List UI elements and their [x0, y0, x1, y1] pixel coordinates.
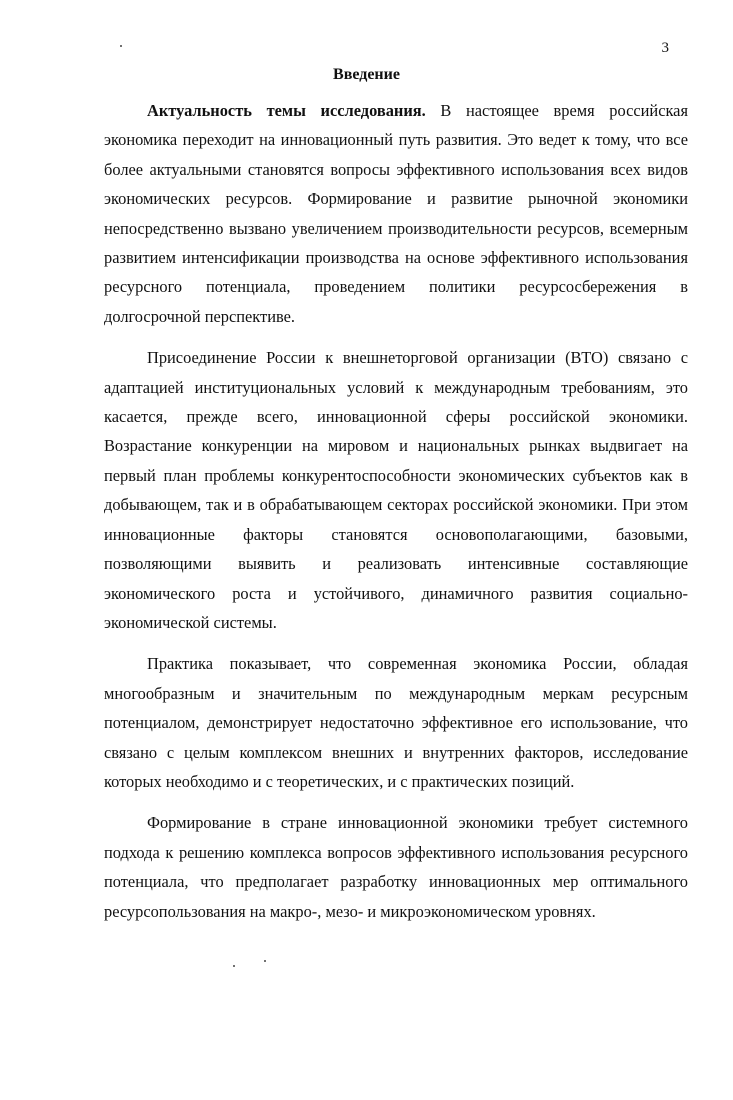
scan-speck	[120, 45, 122, 47]
paragraph: Формирование в стране инновационной экономики требует системного подхода к решению комплекса вопросов эффективного использования ресурсного потенциала, что предполагает разработку инновационных мер оптимального ресурсопользования на макро-, мезо- и микроэкономическом уровнях.	[104, 813, 688, 921]
scan-speck	[264, 960, 266, 962]
paragraph-lead: Актуальность темы исследования.	[147, 101, 426, 120]
body-text	[104, 96, 688, 938]
section-heading: Введение	[333, 66, 400, 83]
paragraph: Практика показывает, что современная экономика России, обладая многообразным и значительным по международным меркам ресурсным потенциалом, демонстрирует недостаточно эффективное его использование, что связано с целым комплексом внешних и внутренних факторов, исследование которых необходимо и с теоретических, и с практических позиций.	[104, 654, 688, 791]
paragraph	[104, 96, 688, 331]
paragraph-text: В настоящее время российская экономика переходит на инновационный путь развития. Это ведет к тому, что все более актуальными становятся вопросы эффективного использования всех видов экономических ресурсов. Формирование и развитие рыночной экономики непосредственно вызвано увеличением производительности ресурсов, всемерным развитием интенсификации производства на основе эффективного использования ресурсного потенциала, проведением политики ресурсосбережения в долгосрочной перспективе.	[104, 101, 688, 326]
paragraph: Присоединение России к внешнеторговой организации (ВТО) связано с адаптацией институциональных условий к международным требованиям, это касается, прежде всего, инновационной сферы российской экономики. Возрастание конкуренции на мировом и национальных рынках выдвигает на первый план проблемы конкурентоспособности экономических субъектов как в добывающем, так и в обрабатывающем секторах российской экономики. При этом инновационные факторы становятся основополагающими, базовыми, позволяющими выявить и реализовать интенсивные составляющие экономического роста и устойчивого, динамичного развития социально-экономической системы.	[104, 348, 688, 632]
page-number: 3	[661, 40, 669, 56]
scan-speck	[233, 965, 235, 967]
